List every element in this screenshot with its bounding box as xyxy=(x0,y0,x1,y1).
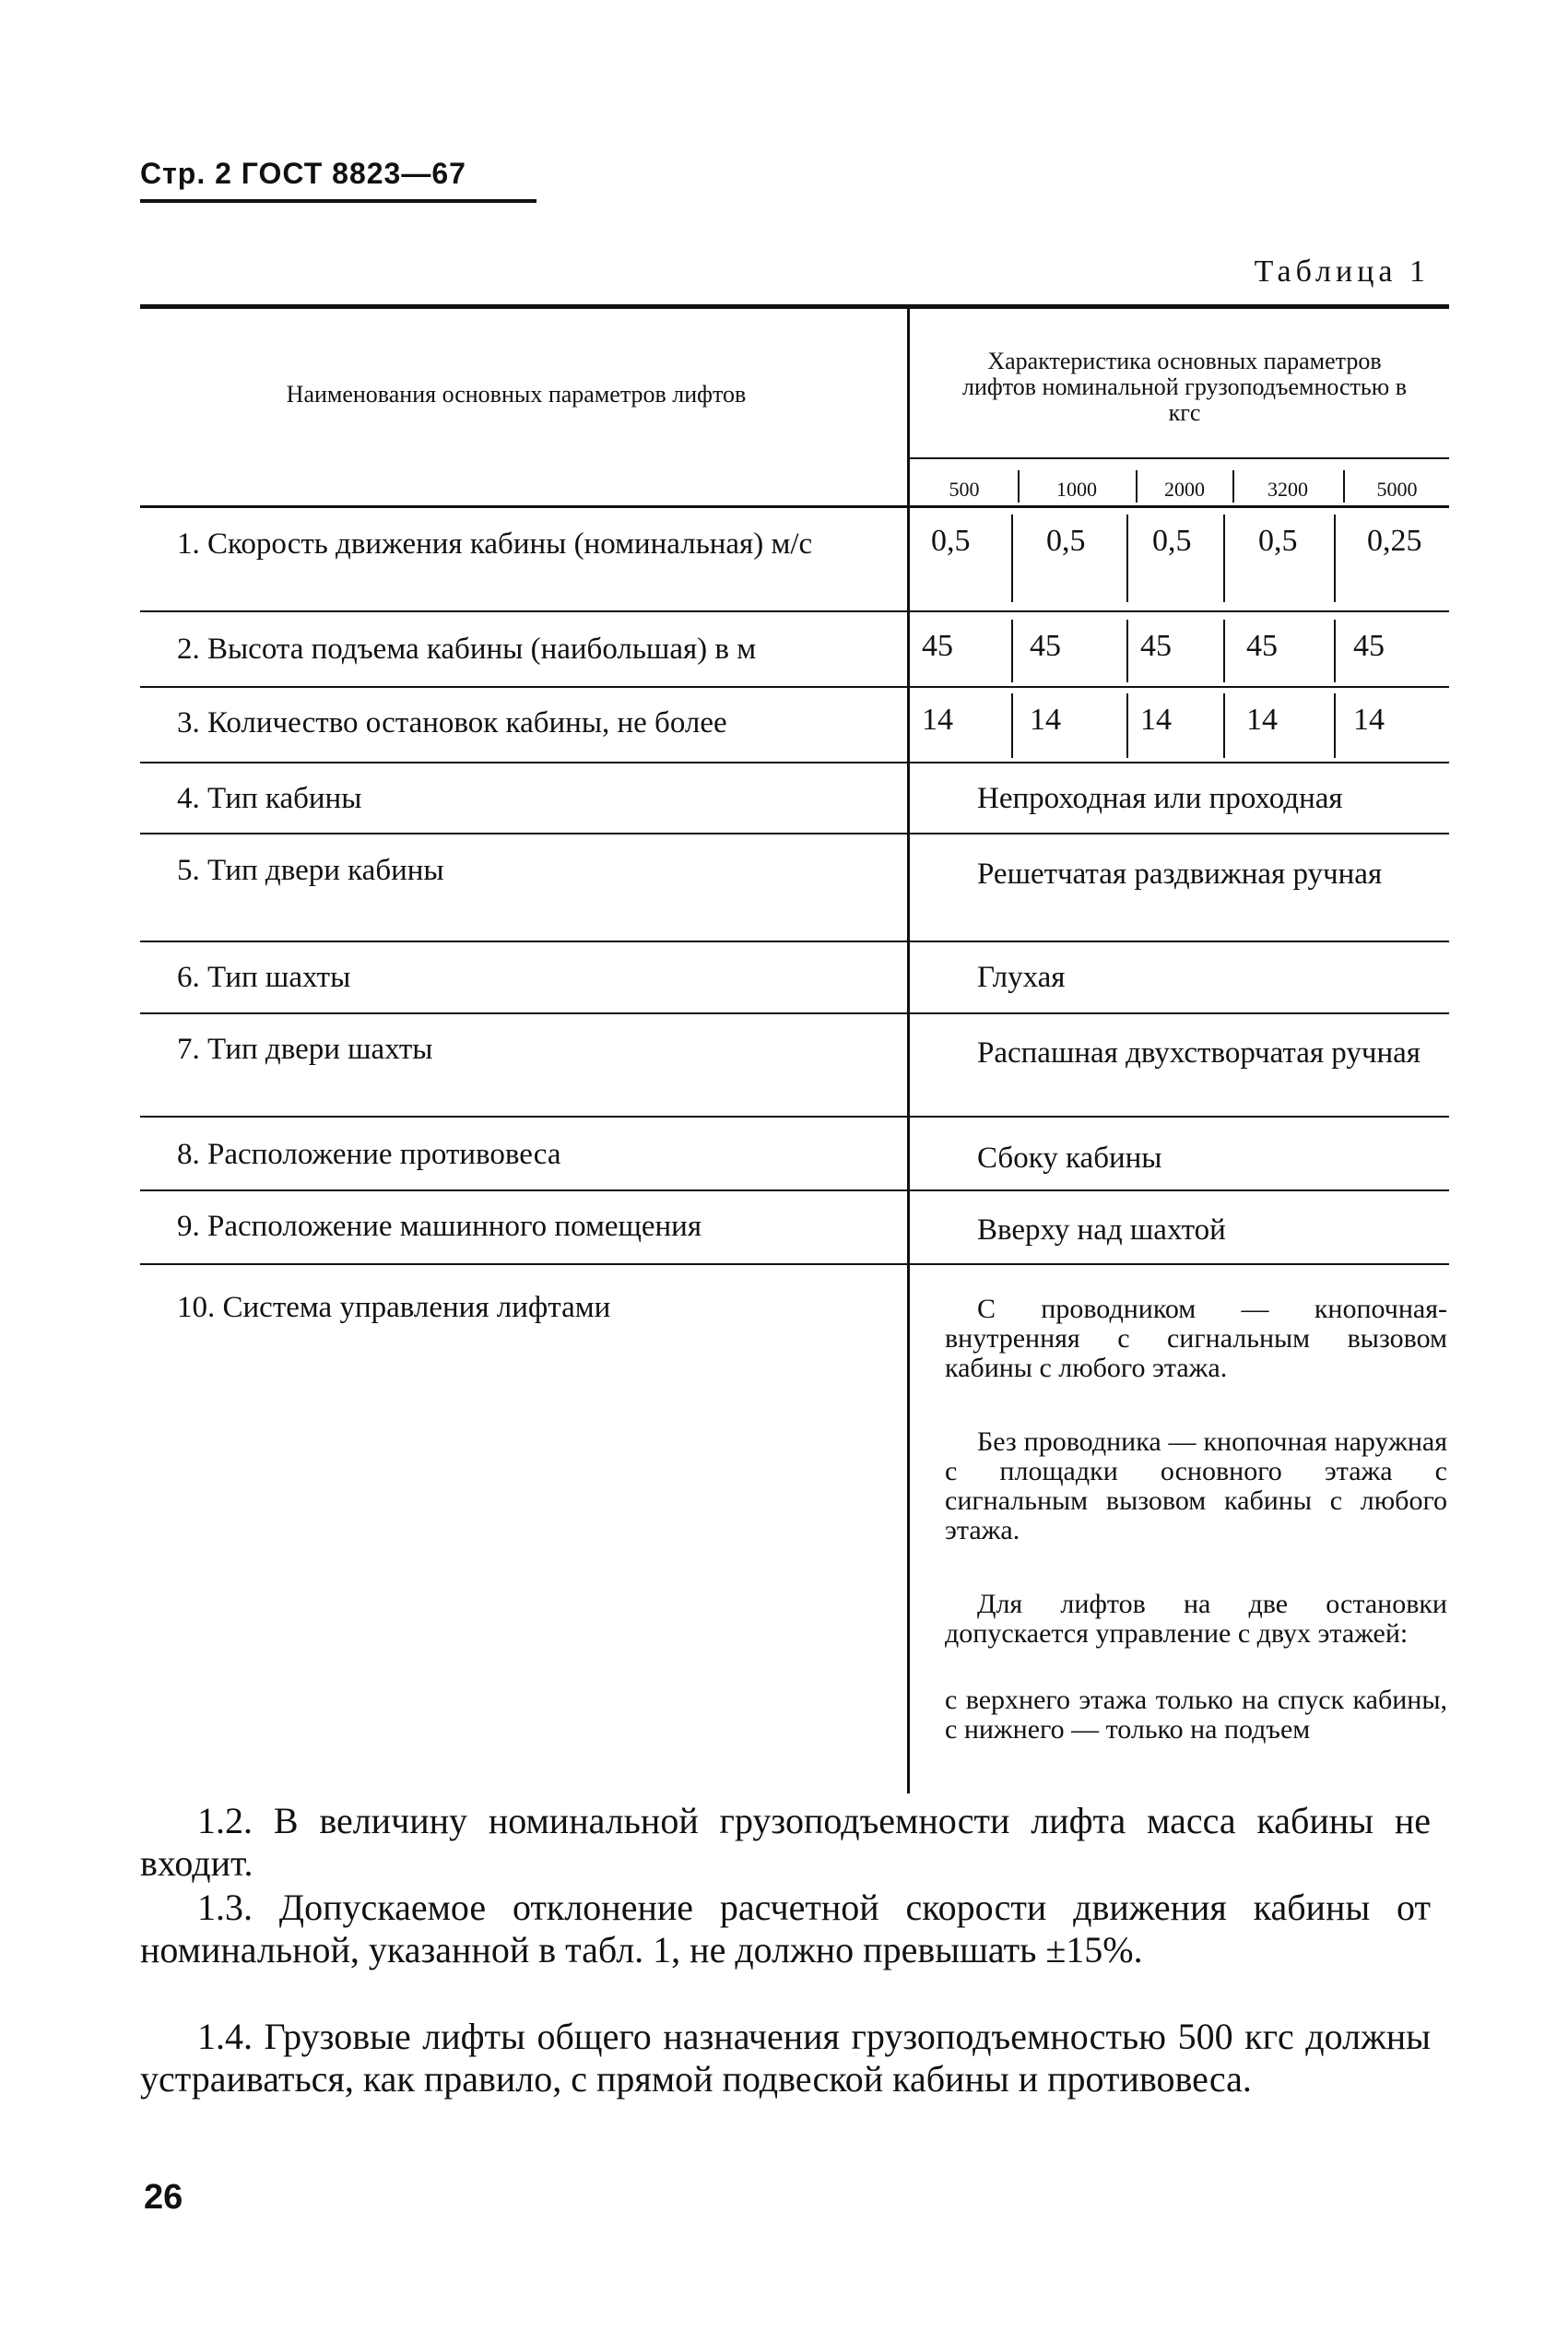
cell-divider xyxy=(1334,620,1336,682)
row-rule xyxy=(140,1263,1449,1265)
cell-divider xyxy=(1011,515,1013,602)
row-2-value-500: 45 xyxy=(922,629,953,663)
row-2-value-1000: 45 xyxy=(1030,629,1061,663)
row-9-name: 9. Расположение машинного помещения xyxy=(177,1210,702,1243)
cell-divider xyxy=(1223,620,1225,682)
row-5-value: Решетчатая раздвижная ручная xyxy=(977,858,1383,891)
row-9-value: Вверху над шахтой xyxy=(977,1213,1226,1247)
row-4-name: 4. Тип кабины xyxy=(177,782,362,815)
row-3-value-2000: 14 xyxy=(1140,703,1172,737)
row-7-name: 7. Тип двери шахты xyxy=(177,1033,433,1066)
cell-divider xyxy=(1126,620,1128,682)
row-4-value: Непроходная или проходная xyxy=(977,782,1343,815)
cell-divider xyxy=(1011,620,1013,682)
row-3-value-1000: 14 xyxy=(1030,703,1061,737)
capacity-1000: 1000 xyxy=(1056,478,1097,501)
row-6-name: 6. Тип шахты xyxy=(177,961,351,994)
control-system-paragraph: Для лифтов на две остановки допускается управление с двух этажей: xyxy=(945,1589,1447,1649)
column-divider xyxy=(907,309,910,1793)
column-header-parameters: Наименования основных параметров лифтов xyxy=(286,381,747,408)
header-bottom-rule xyxy=(140,505,1449,508)
control-system-paragraph: с верхнего этажа только на спуск кабины, с нижнего — только на подъем xyxy=(945,1685,1447,1745)
page-number: 26 xyxy=(144,2178,183,2217)
cell-divider xyxy=(1126,693,1128,758)
header-subrule xyxy=(910,457,1449,459)
row-rule xyxy=(140,686,1449,688)
table-label: Таблица 1 xyxy=(1254,254,1430,289)
row-2-name: 2. Высота подъема кабины (наибольшая) в м xyxy=(177,633,757,666)
capacity-5000: 5000 xyxy=(1376,478,1418,501)
row-rule xyxy=(140,1116,1449,1118)
capacity-2000: 2000 xyxy=(1164,478,1205,501)
paragraph-1-3: 1.3. Допускаемое отклонение расчетной скорости движения кабины от номинальной, указанной в табл. 1, не должно превышать ±15%. xyxy=(140,1887,1431,1970)
paragraph-1-2: 1.2. В величину номинальной грузоподъемности лифта масса кабины не входит. xyxy=(140,1800,1431,1884)
row-10-name: 10. Система управления лифтами xyxy=(177,1291,611,1324)
row-3-name: 3. Количество остановок кабины, не более xyxy=(177,706,727,740)
row-3-value-5000: 14 xyxy=(1353,703,1385,737)
row-rule xyxy=(140,833,1449,834)
paragraph-1-4: 1.4. Грузовые лифты общего назначения грузоподъемностью 500 кгс должны устраиваться, как правило, с прямой подвеской кабины и противовеса. xyxy=(140,2016,1431,2100)
header-rule xyxy=(140,199,536,203)
row-rule xyxy=(140,941,1449,942)
row-1-value-1000: 0,5 xyxy=(1046,524,1086,558)
row-3-value-3200: 14 xyxy=(1246,703,1278,737)
row-2-value-3200: 45 xyxy=(1246,629,1278,663)
cell-divider xyxy=(1223,515,1225,602)
table-top-rule xyxy=(140,304,1449,309)
cell-divider xyxy=(1126,515,1128,602)
row-1-value-500: 0,5 xyxy=(931,524,971,558)
column-header-characteristics: Характеристика основных параметров лифтов номинальной грузоподъемностью в кгс xyxy=(962,348,1407,426)
row-rule xyxy=(140,1012,1449,1014)
row-rule xyxy=(140,1189,1449,1191)
control-system-paragraph: Без проводника — кнопочная наружная с площадки основного этажа с сигнальным вызовом кабины с любого этажа. xyxy=(945,1426,1447,1545)
row-6-value: Глухая xyxy=(977,961,1066,994)
row-2-value-2000: 45 xyxy=(1140,629,1172,663)
row-rule xyxy=(140,610,1449,612)
control-system-paragraph: С проводником — кнопочная-внутренняя с сигнальным вызовом кабины с любого этажа. xyxy=(945,1294,1447,1383)
row-1-name: 1. Скорость движения кабины (номинальная) м/с xyxy=(177,527,813,561)
row-5-name: 5. Тип двери кабины xyxy=(177,854,444,887)
cell-divider xyxy=(1223,693,1225,758)
page-header: Стр. 2 ГОСТ 8823—67 xyxy=(140,157,466,190)
row-2-value-5000: 45 xyxy=(1353,629,1385,663)
row-1-value-2000: 0,5 xyxy=(1152,524,1192,558)
row-3-value-500: 14 xyxy=(922,703,953,737)
cell-divider xyxy=(1011,693,1013,758)
capacity-3200: 3200 xyxy=(1267,478,1308,501)
capacity-500: 500 xyxy=(949,478,980,501)
row-8-value: Сбоку кабины xyxy=(977,1142,1162,1175)
row-1-value-5000: 0,25 xyxy=(1367,524,1422,558)
row-rule xyxy=(140,762,1449,763)
row-1-value-3200: 0,5 xyxy=(1258,524,1298,558)
cell-divider xyxy=(1334,515,1336,602)
cell-divider xyxy=(1334,693,1336,758)
row-7-value: Распашная двухстворчатая ручная xyxy=(977,1036,1421,1070)
row-8-name: 8. Расположение противовеса xyxy=(177,1138,561,1171)
